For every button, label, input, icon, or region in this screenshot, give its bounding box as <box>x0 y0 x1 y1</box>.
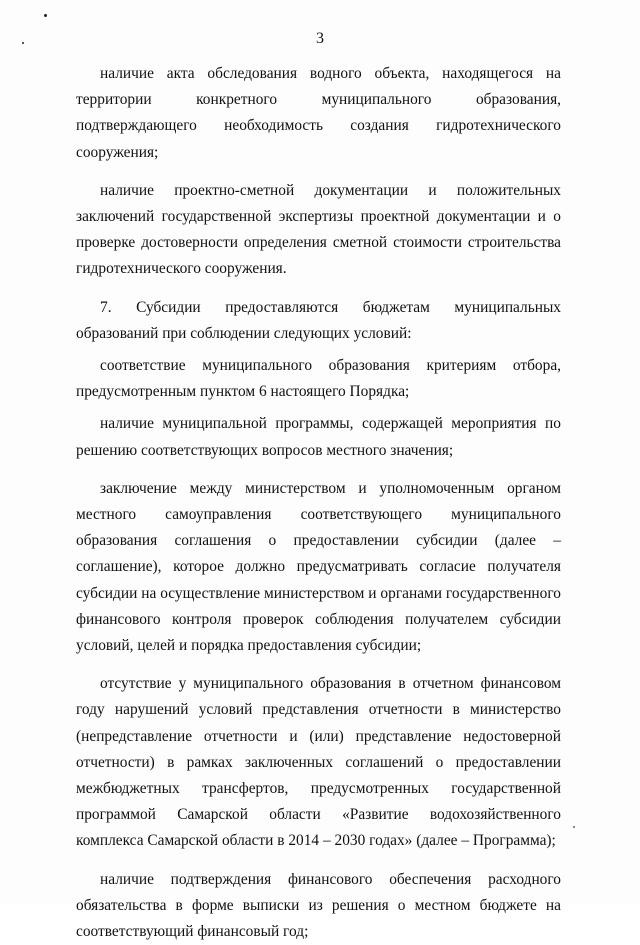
paragraph-design-documentation: наличие проектно-сметной документации и положительных заключений государственной экспертизы проектной документации и о проверке достоверности определения сметной стоимости строительства гидротехнического сооружения. <box>76 181 561 278</box>
paragraph-financial-confirmation: наличие подтверждения финансового обеспечения расходного обязательства в форме выписки из решения о местном бюджете на соответствующий финансовый год; <box>76 870 561 941</box>
paragraph-no-violations: отсутствие у муниципального образования в отчетном финансовом году нарушений условий представления отчетности в министерство (непредставление отчетности и (или) представление недостоверной отчетности) в рамках заключенных соглашений о предоставлении межбюджетных трансфертов, предусмотренных государственной программой Самарской области «Развитие водохозяйственного комплекса Самарской области в 2014 – 2030 годах» (далее – Программа); <box>76 675 561 850</box>
paragraph-inspection-act: наличие акта обследования водного объекта, находящегося на территории конкретного муниципального образования, подтверждающего необходимость создания гидротехнического сооружения; <box>76 65 561 161</box>
paragraph-selection-criteria: соответствие муниципального образования критериям отбора, предусмотренным пунктом 6 настоящего Порядка; <box>76 357 561 401</box>
page-number: 3 <box>316 30 324 47</box>
paragraph-agreement: заключение между министерством и уполномоченным органом местного самоуправления соответствующего муниципального образования соглашения о предоставлении субсидии (далее – соглашение), которое должно предусматривать согласие получателя субсидии на осуществление министерством и органами государственного финансового контроля проверок соблюдения получателем субсидии условий, целей и порядка предоставления субсидии; <box>76 479 561 655</box>
paragraph-subsidy-conditions: 7. Субсидии предоставляются бюджетам муниципальных образований при соблюдении следующих условий: <box>76 298 561 342</box>
scan-speck <box>44 14 47 17</box>
document-body <box>76 61 561 945</box>
paragraph-municipal-program: наличие муниципальной программы, содержащей мероприятия по решению соответствующих вопросов местного значения; <box>76 415 561 459</box>
scan-speck <box>573 826 575 828</box>
